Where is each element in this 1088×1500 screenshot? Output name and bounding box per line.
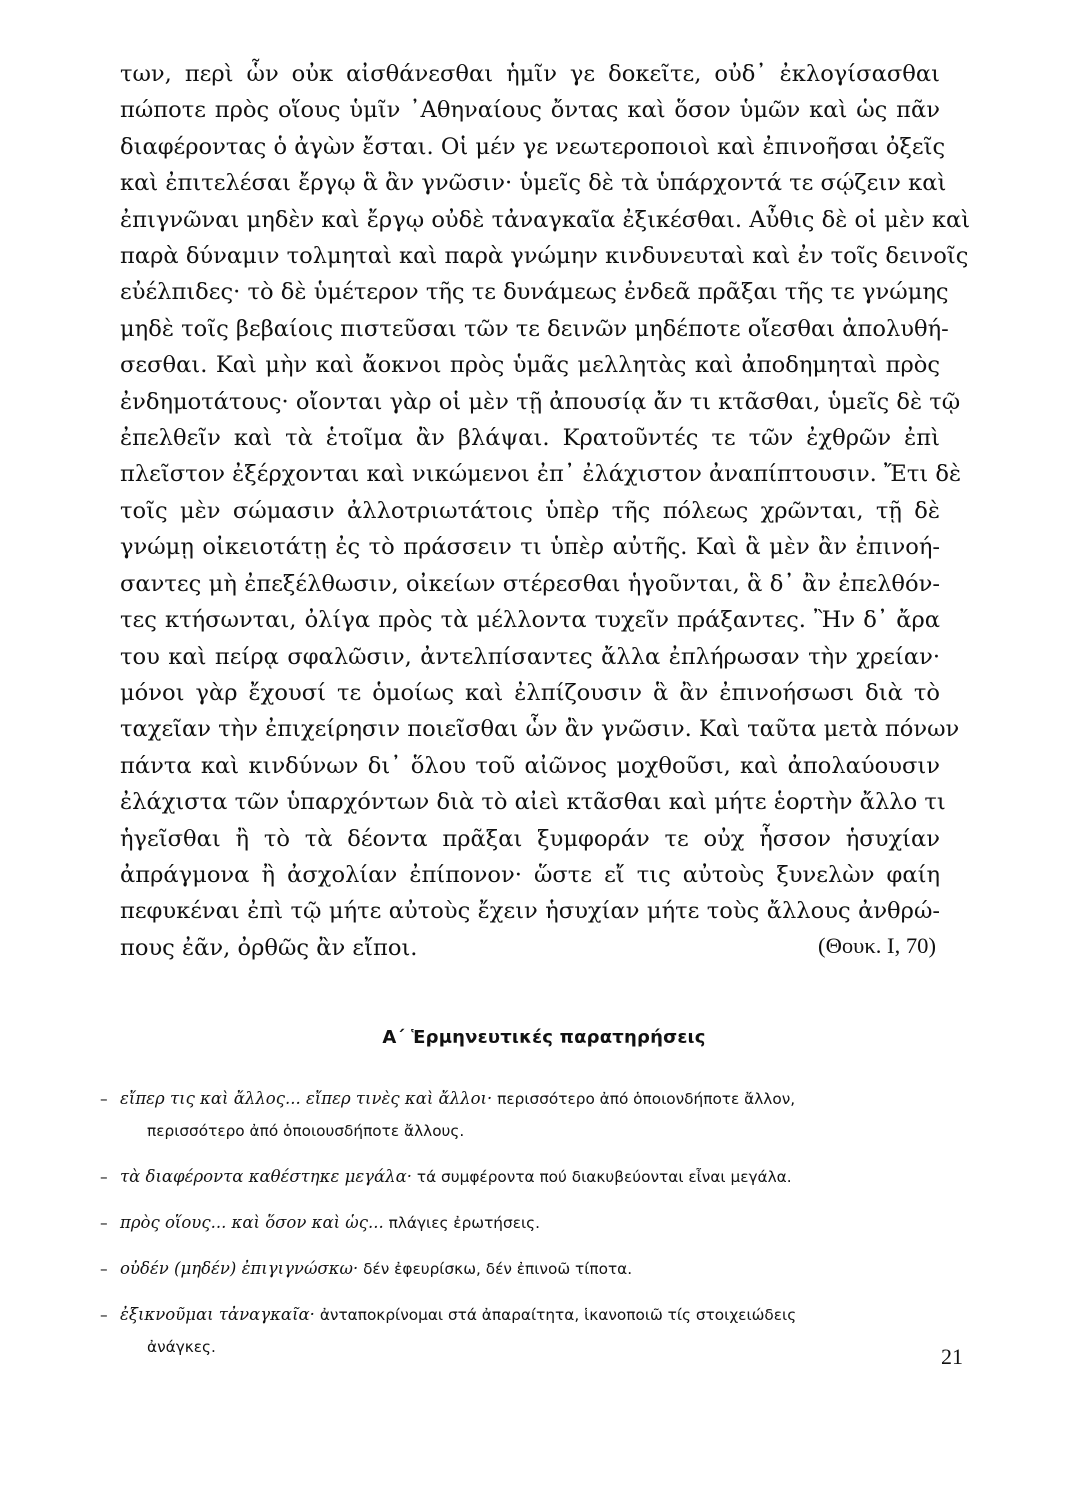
passage-line: πεφυκέναι ἐπὶ τῷ μήτε αὐτοὺς ἔχειν ἡσυχίαν μήτε τοὺς ἄλλους ἀνθρώ- xyxy=(120,898,940,925)
passage-line: ἀπράγμονα ἢ ἀσχολίαν ἐπίπονον· ὥστε εἴ τις αὐτοὺς ξυνελὼν φαίη xyxy=(120,861,940,888)
passage-line: πάντα καὶ κινδύνων δι᾽ ὅλου τοῦ αἰῶνος μοχθοῦσι, καὶ ἀπολαύουσιν xyxy=(120,752,940,779)
note-continuation: περισσότερο ἀπό ὁποιουσδήποτε ἄλλους. xyxy=(147,1122,465,1140)
passage-line: πους ἐᾶν, ὀρθῶς ἂν εἴποι. xyxy=(120,934,418,961)
passage-line: γνώμῃ οἰκειοτάτῃ ἐς τὸ πράσσειν τι ὑπὲρ αὐτῆς. Καὶ ἃ μὲν ἂν ἐπινοή- xyxy=(120,534,940,561)
note-term: ἐξικνοῦμαι τἀναγκαῖα· xyxy=(120,1305,315,1324)
passage-citation: (Θουκ. Ι, 70) xyxy=(818,933,936,958)
passage-line: παρὰ δύναμιν τολμηταὶ καὶ παρὰ γνώμην κινδυνευταὶ καὶ ἐν τοῖς δεινοῖς xyxy=(120,243,969,270)
passage-line: διαφέροντας ὁ ἀγὼν ἔσται. Οἱ μέν γε νεωτεροποιοὶ καὶ ἐπινοῆσαι ὀξεῖς xyxy=(120,133,946,160)
interpretive-notes-list xyxy=(100,1083,942,1377)
passage-line: ἐνδημοτάτους· οἴονται γὰρ οἱ μὲν τῇ ἀπουσίᾳ ἄν τι κτᾶσθαι, ὑμεῖς δὲ τῷ xyxy=(120,388,961,415)
note-gloss: πλάγιες ἐρωτήσεις. xyxy=(388,1214,540,1232)
note-item xyxy=(100,1083,942,1147)
note-item xyxy=(100,1253,942,1285)
passage-line: ἐπιγνῶναι μηδὲν καὶ ἔργῳ οὐδὲ τἀναγκαῖα ἐξικέσθαι. Αὖθις δὲ οἱ μὲν καὶ xyxy=(120,206,971,233)
note-term: πρὸς οἵους... καὶ ὅσον καὶ ὡς... xyxy=(120,1213,384,1232)
passage-line: του καὶ πείρᾳ σφαλῶσιν, ἀντελπίσαντες ἄλλα ἐπλήρωσαν τὴν χρείαν· xyxy=(120,643,940,670)
passage-line: μόνοι γὰρ ἔχουσί τε ὁμοίως καὶ ἐλπίζουσιν ἃ ἂν ἐπινοήσωσι διὰ τὸ xyxy=(120,679,940,706)
passage-line: σαντες μὴ ἐπεξέλθωσιν, οἰκείων στέρεσθαι ἡγοῦνται, ἃ δ᾽ ἂν ἐπελθόν- xyxy=(120,570,940,597)
note-gloss: δέν ἐφευρίσκω, δέν ἐπινοῶ τίποτα. xyxy=(363,1260,633,1278)
note-gloss: ἀνταποκρίνομαι στά ἀπαραίτητα, ἱκανοποιῶ τίς στοιχειώδεις xyxy=(319,1306,797,1324)
greek-passage xyxy=(120,56,971,966)
passage-line: πώποτε πρὸς οἵους ὑμῖν ᾽Αθηναίους ὄντας καὶ ὅσον ὑμῶν καὶ ὡς πᾶν xyxy=(120,97,940,124)
note-term: οὐδέν (μηδέν) ἐπιγιγνώσκω· xyxy=(120,1259,359,1278)
passage-line: των, περὶ ὧν οὐκ αἰσθάνεσθαι ἡμῖν γε δοκεῖτε, οὐδ᾽ ἐκλογίσασθαι xyxy=(120,61,940,87)
note-dash: – xyxy=(100,1168,108,1186)
passage-line: τες κτήσωνται, ὀλίγα πρὸς τὰ μέλλοντα τυχεῖν πράξαντες. Ἢν δ᾽ ἄρα xyxy=(120,607,940,634)
passage-line: καὶ ἐπιτελέσαι ἔργῳ ἃ ἂν γνῶσιν· ὑμεῖς δὲ τὰ ὑπάρχοντά τε σῴζειν καὶ xyxy=(120,170,947,197)
passage-line: ἡγεῖσθαι ἢ τὸ τὰ δέοντα πρᾶξαι ξυμφοράν τε οὐχ ἧσσον ἡσυχίαν xyxy=(120,825,940,852)
note-gloss: περισσότερο ἀπό ὁποιονδήποτε ἄλλον, xyxy=(497,1090,796,1108)
note-dash: – xyxy=(100,1260,108,1278)
note-dash: – xyxy=(100,1090,108,1108)
passage-line: τοῖς μὲν σώμασιν ἀλλοτριωτάτοις ὑπὲρ τῆς πόλεως χρῶνται, τῇ δὲ xyxy=(120,497,940,524)
note-gloss: τά συμφέροντα πού διακυβεύονται εἶναι μεγάλα. xyxy=(416,1168,792,1186)
page-number: 21 xyxy=(941,1344,963,1369)
note-dash: – xyxy=(100,1306,108,1324)
note-continuation: ἀνάγκες. xyxy=(147,1338,216,1356)
note-dash: – xyxy=(100,1214,108,1232)
passage-line: πλεῖστον ἐξέρχονται καὶ νικώμενοι ἐπ᾽ ἐλάχιστον ἀναπίπτουσιν. Ἔτι δὲ xyxy=(120,461,962,488)
note-item xyxy=(100,1299,942,1363)
note-term: εἴπερ τις καὶ ἄλλος... εἴπερ τινὲς καὶ ἄλλοι· xyxy=(120,1089,493,1108)
note-term: τὰ διαφέροντα καθέστηκε μεγάλα· xyxy=(120,1167,413,1186)
note-item xyxy=(100,1161,942,1193)
note-item xyxy=(100,1207,942,1239)
passage-line: μηδὲ τοῖς βεβαίοις πιστεῦσαι τῶν τε δεινῶν μηδέποτε οἴεσθαι ἀπολυθή- xyxy=(120,315,949,342)
passage-line: ἐπελθεῖν καὶ τὰ ἑτοῖμα ἂν βλάψαι. Κρατοῦντές τε τῶν ἐχθρῶν ἐπὶ xyxy=(120,425,940,452)
passage-line: ταχεῖαν τὴν ἐπιχείρησιν ποιεῖσθαι ὧν ἂν γνῶσιν. Καὶ ταῦτα μετὰ πόνων xyxy=(120,716,960,743)
section-heading: Α΄ Ἑρμηνευτικές παρατηρήσεις xyxy=(382,1027,706,1048)
passage-line: ἐλάχιστα τῶν ὑπαρχόντων διὰ τὸ αἰεὶ κτᾶσθαι καὶ μήτε ἑορτὴν ἄλλο τι xyxy=(120,789,946,816)
passage-line: σεσθαι. Καὶ μὴν καὶ ἄοκνοι πρὸς ὑμᾶς μελλητὰς καὶ ἀποδημηταὶ πρὸς xyxy=(120,352,940,379)
passage-line: εὐέλπιδες· τὸ δὲ ὑμέτερον τῆς τε δυνάμεως ἐνδεᾶ πρᾶξαι τῆς τε γνώμης xyxy=(120,279,949,306)
